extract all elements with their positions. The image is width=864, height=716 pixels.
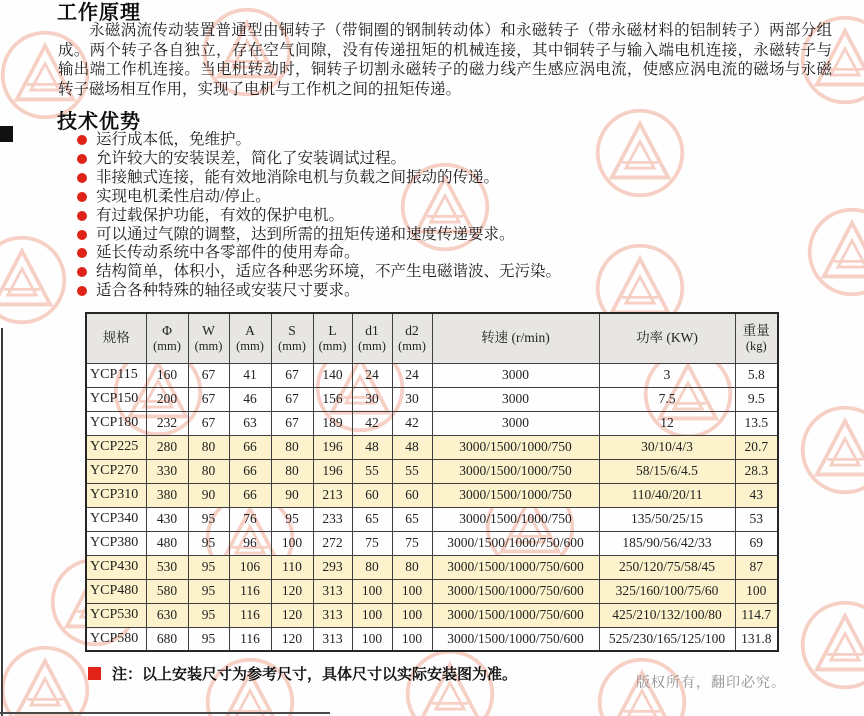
value-cell: 66 bbox=[229, 459, 271, 483]
value-cell: 630 bbox=[146, 603, 188, 627]
value-cell: 140 bbox=[313, 363, 352, 387]
value-cell: 3000/1500/1000/750 bbox=[432, 459, 599, 483]
value-cell: 67 bbox=[188, 411, 229, 435]
value-cell: 3000 bbox=[432, 387, 599, 411]
value-cell: 116 bbox=[229, 603, 271, 627]
value-cell: 13.5 bbox=[735, 411, 778, 435]
footnote-text: 注：以上安装尺寸为参考尺寸，具体尺寸以实际安装图为准。 bbox=[112, 667, 518, 683]
value-cell: 30 bbox=[392, 387, 432, 411]
value-cell: 135/50/25/15 bbox=[599, 507, 735, 531]
advantage-text: 适合各种特殊的轴径或安装尺寸要求。 bbox=[96, 282, 360, 300]
value-cell: 116 bbox=[229, 579, 271, 603]
value-cell: 213 bbox=[313, 483, 352, 507]
column-header: S (mm) bbox=[271, 313, 313, 363]
model-cell: YCP270 bbox=[86, 459, 146, 483]
value-cell: 3000/1500/1000/750/600 bbox=[432, 531, 599, 555]
column-header: d1 (mm) bbox=[352, 313, 392, 363]
value-cell: 110 bbox=[271, 555, 313, 579]
value-cell: 80 bbox=[392, 555, 432, 579]
table-row bbox=[86, 555, 778, 579]
column-header: 规格 bbox=[86, 313, 146, 363]
value-cell: 95 bbox=[188, 531, 229, 555]
advantage-item bbox=[77, 244, 777, 263]
value-cell: 80 bbox=[271, 435, 313, 459]
value-cell: 24 bbox=[352, 363, 392, 387]
table-row bbox=[86, 603, 778, 627]
value-cell: 3000/1500/1000/750 bbox=[432, 483, 599, 507]
bullet-dot-icon bbox=[77, 173, 87, 183]
model-cell: YCP480 bbox=[86, 579, 146, 603]
value-cell: 95 bbox=[188, 627, 229, 651]
bullet-dot-icon bbox=[77, 154, 87, 164]
value-cell: 7.5 bbox=[599, 387, 735, 411]
value-cell: 3000 bbox=[432, 363, 599, 387]
advantages-list bbox=[77, 131, 777, 301]
value-cell: 3000/1500/1000/750/600 bbox=[432, 555, 599, 579]
value-cell: 76 bbox=[229, 507, 271, 531]
value-cell: 53 bbox=[735, 507, 778, 531]
value-cell: 12 bbox=[599, 411, 735, 435]
value-cell: 65 bbox=[352, 507, 392, 531]
advantage-item bbox=[77, 131, 777, 150]
model-cell: YCP430 bbox=[86, 555, 146, 579]
value-cell: 5.8 bbox=[735, 363, 778, 387]
value-cell: 63 bbox=[229, 411, 271, 435]
value-cell: 48 bbox=[352, 435, 392, 459]
value-cell: 232 bbox=[146, 411, 188, 435]
value-cell: 189 bbox=[313, 411, 352, 435]
value-cell: 3 bbox=[599, 363, 735, 387]
table-row bbox=[86, 507, 778, 531]
advantage-item bbox=[77, 169, 777, 188]
model-cell: YCP150 bbox=[86, 387, 146, 411]
value-cell: 525/230/165/125/100 bbox=[599, 627, 735, 651]
value-cell: 95 bbox=[188, 507, 229, 531]
value-cell: 80 bbox=[271, 459, 313, 483]
advantage-text: 实现电机柔性启动/停止。 bbox=[96, 187, 271, 205]
value-cell: 95 bbox=[188, 579, 229, 603]
value-cell: 120 bbox=[271, 579, 313, 603]
bullet-dot-icon bbox=[77, 267, 87, 277]
value-cell: 67 bbox=[188, 363, 229, 387]
value-cell: 100 bbox=[392, 579, 432, 603]
table-row bbox=[86, 387, 778, 411]
value-cell: 100 bbox=[271, 531, 313, 555]
value-cell: 3000/1500/1000/750/600 bbox=[432, 627, 599, 651]
value-cell: 114.7 bbox=[735, 603, 778, 627]
value-cell: 272 bbox=[313, 531, 352, 555]
value-cell: 196 bbox=[313, 435, 352, 459]
advantage-item bbox=[77, 263, 777, 282]
advantage-item bbox=[77, 282, 777, 301]
model-cell: YCP530 bbox=[86, 603, 146, 627]
model-cell: YCP310 bbox=[86, 483, 146, 507]
value-cell: 28.3 bbox=[735, 459, 778, 483]
value-cell: 96 bbox=[229, 531, 271, 555]
model-cell: YCP380 bbox=[86, 531, 146, 555]
value-cell: 65 bbox=[392, 507, 432, 531]
value-cell: 46 bbox=[229, 387, 271, 411]
value-cell: 48 bbox=[392, 435, 432, 459]
advantage-text: 结构简单，体积小，适应各种恶劣环境，不产生电磁谐波、无污染。 bbox=[96, 263, 562, 281]
value-cell: 66 bbox=[229, 435, 271, 459]
scan-artifact-left-edge bbox=[1, 328, 3, 716]
value-cell: 100 bbox=[735, 579, 778, 603]
advantage-item bbox=[77, 150, 777, 169]
model-cell: YCP580 bbox=[86, 627, 146, 651]
advantage-text: 延长传动系统中各零部件的使用寿命。 bbox=[96, 244, 360, 262]
advantage-text: 可以通过气隙的调整，达到所需的扭矩传递和速度传递要求。 bbox=[96, 225, 515, 243]
value-cell: 42 bbox=[352, 411, 392, 435]
value-cell: 100 bbox=[352, 579, 392, 603]
technical-advantages-title: 技术优势 bbox=[57, 111, 141, 133]
advantage-item bbox=[77, 188, 777, 207]
value-cell: 60 bbox=[352, 483, 392, 507]
advantage-text: 允许较大的安装误差，简化了安装调试过程。 bbox=[96, 149, 407, 167]
value-cell: 66 bbox=[229, 483, 271, 507]
value-cell: 313 bbox=[313, 579, 352, 603]
value-cell: 280 bbox=[146, 435, 188, 459]
model-cell: YCP225 bbox=[86, 435, 146, 459]
scan-artifact-corner bbox=[0, 126, 13, 142]
scan-artifact-bottom-edge bbox=[0, 712, 330, 714]
value-cell: 90 bbox=[271, 483, 313, 507]
bullet-dot-icon bbox=[77, 192, 87, 202]
value-cell: 530 bbox=[146, 555, 188, 579]
value-cell: 87 bbox=[735, 555, 778, 579]
value-cell: 42 bbox=[392, 411, 432, 435]
value-cell: 425/210/132/100/80 bbox=[599, 603, 735, 627]
value-cell: 80 bbox=[188, 459, 229, 483]
bullet-dot-icon bbox=[77, 230, 87, 240]
table-row bbox=[86, 579, 778, 603]
advantage-text: 有过载保护功能，有效的保护电机。 bbox=[96, 206, 345, 224]
table-row bbox=[86, 459, 778, 483]
advantage-item bbox=[77, 226, 777, 245]
value-cell: 131.8 bbox=[735, 627, 778, 651]
value-cell: 430 bbox=[146, 507, 188, 531]
value-cell: 67 bbox=[271, 411, 313, 435]
value-cell: 95 bbox=[188, 603, 229, 627]
table-row bbox=[86, 483, 778, 507]
value-cell: 30/10/4/3 bbox=[599, 435, 735, 459]
value-cell: 313 bbox=[313, 603, 352, 627]
value-cell: 293 bbox=[313, 555, 352, 579]
value-cell: 90 bbox=[188, 483, 229, 507]
spec-table bbox=[85, 312, 779, 652]
value-cell: 233 bbox=[313, 507, 352, 531]
value-cell: 200 bbox=[146, 387, 188, 411]
value-cell: 67 bbox=[271, 387, 313, 411]
value-cell: 9.5 bbox=[735, 387, 778, 411]
value-cell: 100 bbox=[352, 603, 392, 627]
value-cell: 380 bbox=[146, 483, 188, 507]
table-row bbox=[86, 531, 778, 555]
column-header: d2 (mm) bbox=[392, 313, 432, 363]
model-cell: YCP180 bbox=[86, 411, 146, 435]
value-cell: 3000/1500/1000/750 bbox=[432, 435, 599, 459]
value-cell: 100 bbox=[352, 627, 392, 651]
advantage-text: 运行成本低，免维护。 bbox=[96, 131, 252, 148]
value-cell: 60 bbox=[392, 483, 432, 507]
value-cell: 330 bbox=[146, 459, 188, 483]
value-cell: 80 bbox=[188, 435, 229, 459]
value-cell: 160 bbox=[146, 363, 188, 387]
model-cell: YCP115 bbox=[86, 363, 146, 387]
value-cell: 116 bbox=[229, 627, 271, 651]
value-cell: 580 bbox=[146, 579, 188, 603]
working-principle-title: 工作原理 bbox=[57, 2, 141, 24]
column-header: Φ (mm) bbox=[146, 313, 188, 363]
column-header: W (mm) bbox=[188, 313, 229, 363]
bullet-dot-icon bbox=[77, 211, 87, 221]
value-cell: 480 bbox=[146, 531, 188, 555]
note-square-icon bbox=[88, 667, 101, 680]
value-cell: 95 bbox=[188, 555, 229, 579]
value-cell: 75 bbox=[352, 531, 392, 555]
value-cell: 120 bbox=[271, 627, 313, 651]
value-cell: 3000/1500/1000/750/600 bbox=[432, 579, 599, 603]
spec-table-body bbox=[86, 363, 778, 651]
value-cell: 325/160/100/75/60 bbox=[599, 579, 735, 603]
table-row bbox=[86, 627, 778, 651]
value-cell: 156 bbox=[313, 387, 352, 411]
value-cell: 313 bbox=[313, 627, 352, 651]
value-cell: 67 bbox=[271, 363, 313, 387]
advantage-text: 非接触式连接，能有效地消除电机与负载之间振动的传递。 bbox=[96, 168, 500, 186]
column-header: A (mm) bbox=[229, 313, 271, 363]
value-cell: 43 bbox=[735, 483, 778, 507]
value-cell: 106 bbox=[229, 555, 271, 579]
value-cell: 41 bbox=[229, 363, 271, 387]
value-cell: 110/40/20/11 bbox=[599, 483, 735, 507]
value-cell: 185/90/56/42/33 bbox=[599, 531, 735, 555]
copyright-text: 版权所有，翻印必究。 bbox=[636, 676, 786, 691]
bullet-dot-icon bbox=[77, 286, 87, 296]
footnote bbox=[88, 663, 517, 684]
value-cell: 75 bbox=[392, 531, 432, 555]
value-cell: 55 bbox=[352, 459, 392, 483]
value-cell: 250/120/75/58/45 bbox=[599, 555, 735, 579]
value-cell: 120 bbox=[271, 603, 313, 627]
column-header: 功率 (KW) bbox=[599, 313, 735, 363]
model-cell: YCP340 bbox=[86, 507, 146, 531]
value-cell: 100 bbox=[392, 627, 432, 651]
value-cell: 3000/1500/1000/750/600 bbox=[432, 603, 599, 627]
value-cell: 95 bbox=[271, 507, 313, 531]
value-cell: 680 bbox=[146, 627, 188, 651]
value-cell: 30 bbox=[352, 387, 392, 411]
value-cell: 69 bbox=[735, 531, 778, 555]
value-cell: 58/15/6/4.5 bbox=[599, 459, 735, 483]
spec-table-header-row bbox=[86, 313, 778, 363]
value-cell: 100 bbox=[392, 603, 432, 627]
column-header: 转速 (r/min) bbox=[432, 313, 599, 363]
table-row bbox=[86, 411, 778, 435]
column-header: 重量 (kg) bbox=[735, 313, 778, 363]
table-row bbox=[86, 363, 778, 387]
value-cell: 196 bbox=[313, 459, 352, 483]
column-header: L (mm) bbox=[313, 313, 352, 363]
table-row bbox=[86, 435, 778, 459]
value-cell: 3000/1500/1000/750 bbox=[432, 507, 599, 531]
value-cell: 80 bbox=[352, 555, 392, 579]
value-cell: 67 bbox=[188, 387, 229, 411]
bullet-dot-icon bbox=[77, 135, 87, 145]
advantage-item bbox=[77, 207, 777, 226]
value-cell: 3000 bbox=[432, 411, 599, 435]
value-cell: 20.7 bbox=[735, 435, 778, 459]
working-principle-paragraph: 永磁涡流传动装置普通型由铜转子（带铜圈的钢制转动体）和永磁转子（带永磁材料的铝制转子）两部分组成。两个转子各自独立，存在空气间隙，没有传递扭矩的机械连接，其中铜转子与输入端电机连接，永磁转子与输出端工作机连接。当电机转动时，铜转子切割永磁转子的磁力线产生感应涡电流，使感应涡电流的磁场与永磁转子磁场相互作用，实现了电机与工作机之间的扭矩传递。 bbox=[58, 22, 832, 98]
value-cell: 24 bbox=[392, 363, 432, 387]
value-cell: 55 bbox=[392, 459, 432, 483]
bullet-dot-icon bbox=[77, 248, 87, 258]
